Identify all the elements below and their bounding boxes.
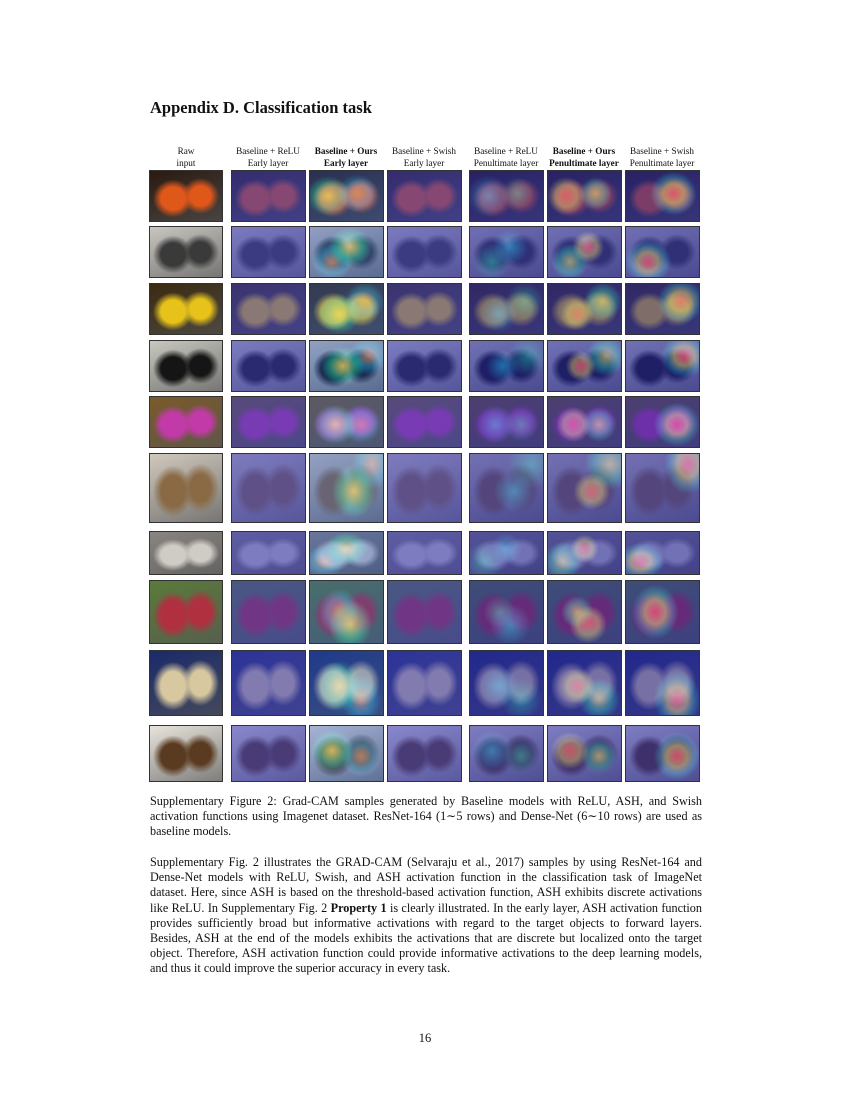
thumbnail-people-col6 [547, 580, 622, 644]
thumbnail-bananas-col6 [547, 283, 622, 335]
thumbnail-bananas-col2 [231, 283, 306, 335]
column-header-line2: input [176, 157, 196, 168]
thumbnail-cloth-col3 [309, 531, 384, 575]
thumbnail-crate-col2 [231, 453, 306, 523]
thumbnail-person-desk-col2 [231, 650, 306, 716]
thumbnail-bear-col5 [469, 340, 544, 392]
column-header-line1: Baseline + ReLU [236, 146, 300, 156]
thumbnail-bananas-col4 [387, 283, 462, 335]
thumbnail-bananas-col7 [625, 283, 700, 335]
column-header-6 [544, 146, 624, 169]
body-text-bold: Property 1 [330, 900, 387, 915]
page-number: 16 [418, 1031, 432, 1045]
thumbnail-flowers-col2 [231, 396, 306, 448]
thumbnail-crate-col6 [547, 453, 622, 523]
thumbnail-bear-col3 [309, 340, 384, 392]
thumbnail-pumpkins-col2 [231, 170, 306, 222]
thumbnail-pumpkins-col5 [469, 170, 544, 222]
column-header-line2: Early layer [403, 157, 445, 168]
thumbnail-shelf-col7 [625, 226, 700, 278]
thumbnail-shelf-col4 [387, 226, 462, 278]
body-paragraph [150, 855, 702, 977]
thumbnail-people-col5 [469, 580, 544, 644]
thumbnail-bear-col4 [387, 340, 462, 392]
thumbnail-person-desk-col1 [149, 650, 223, 716]
thumbnail-crate-col3 [309, 453, 384, 523]
thumbnail-bananas-col5 [469, 283, 544, 335]
thumbnail-flowers-col3 [309, 396, 384, 448]
thumbnail-bear-col1 [149, 340, 223, 392]
thumbnail-person-desk-col7 [625, 650, 700, 716]
thumbnail-crate-col7 [625, 453, 700, 523]
column-header-3 [306, 146, 386, 169]
column-header-line2: Early layer [247, 157, 289, 168]
thumbnail-cloth-col6 [547, 531, 622, 575]
column-header-5 [466, 146, 546, 169]
column-header-line1: Raw [177, 146, 195, 156]
thumbnail-cloth-col7 [625, 531, 700, 575]
thumbnail-roots-col6 [547, 725, 622, 782]
thumbnail-crate-col1 [149, 453, 223, 523]
thumbnail-crate-col4 [387, 453, 462, 523]
column-header-2 [228, 146, 308, 169]
thumbnail-people-col4 [387, 580, 462, 644]
column-header-line1: Baseline + Swish [392, 146, 456, 156]
body-text-part2: is clearly illustrated. In the early layer, ASH activation function provides sufficiently broad but informative activations with regard to the target objects to forward layers. Besides, ASH at the end of the models exhibits the activations that are discrete but localized onto the target object. Therefore, ASH activation function could provide informative activations to the deep learning models, and thus it could improve the superior accuracy in every task. [150, 900, 702, 976]
column-header-line2: Penultimate layer [629, 157, 695, 168]
thumbnail-shelf-col6 [547, 226, 622, 278]
thumbnail-flowers-col6 [547, 396, 622, 448]
thumbnail-person-desk-col4 [387, 650, 462, 716]
thumbnail-roots-col3 [309, 725, 384, 782]
thumbnail-roots-col1 [149, 725, 223, 782]
thumbnail-roots-col7 [625, 725, 700, 782]
thumbnail-cloth-col4 [387, 531, 462, 575]
thumbnail-people-col7 [625, 580, 700, 644]
thumbnail-roots-col5 [469, 725, 544, 782]
body-text-part1: Supplementary Fig. 2 illustrates the GRAD-CAM (Selvaraju et al., 2017) samples by using ResNet-164 and Dense-Net models with ReLU, Swish, and ASH activation function in the classification task of ImageNet dataset. Here, since ASH is based on the threshold-based activation function, ASH exhibits discrete activations like ReLU. In Supplementary Fig. 2 [150, 855, 702, 915]
thumbnail-pumpkins-col6 [547, 170, 622, 222]
thumbnail-pumpkins-col3 [309, 170, 384, 222]
thumbnail-person-desk-col3 [309, 650, 384, 716]
thumbnail-flowers-col4 [387, 396, 462, 448]
thumbnail-pumpkins-col4 [387, 170, 462, 222]
thumbnail-flowers-col1 [149, 396, 223, 448]
thumbnail-people-col2 [231, 580, 306, 644]
column-header-7 [622, 146, 702, 169]
column-header-line1: Baseline + Ours [314, 146, 378, 156]
thumbnail-bear-col7 [625, 340, 700, 392]
thumbnail-person-desk-col5 [469, 650, 544, 716]
thumbnail-bananas-col1 [149, 283, 223, 335]
thumbnail-people-col1 [149, 580, 223, 644]
column-header-line1: Baseline + Swish [630, 146, 694, 156]
thumbnail-flowers-col5 [469, 396, 544, 448]
thumbnail-bananas-col3 [309, 283, 384, 335]
thumbnail-shelf-col5 [469, 226, 544, 278]
thumbnail-person-desk-col6 [547, 650, 622, 716]
thumbnail-cloth-col5 [469, 531, 544, 575]
figure-caption: Supplementary Figure 2: Grad-CAM samples generated by Baseline models with ReLU, ASH, and Swish activation functions using Imagenet dataset. ResNet-164 (1∼5 rows) and Dense-Net (6∼10 rows) are used as baseline models. [150, 794, 702, 839]
thumbnail-cloth-col1 [149, 531, 223, 575]
section-heading: Appendix D. Classification task [150, 98, 372, 117]
thumbnail-pumpkins-col7 [625, 170, 700, 222]
thumbnail-cloth-col2 [231, 531, 306, 575]
thumbnail-bear-col6 [547, 340, 622, 392]
column-header-line1: Baseline + ReLU [474, 146, 538, 156]
column-header-line2: Penultimate layer [549, 157, 619, 168]
column-header-line1: Baseline + Ours [552, 146, 616, 156]
thumbnail-shelf-col3 [309, 226, 384, 278]
thumbnail-shelf-col1 [149, 226, 223, 278]
thumbnail-shelf-col2 [231, 226, 306, 278]
column-header-line2: Early layer [323, 157, 369, 168]
thumbnail-people-col3 [309, 580, 384, 644]
thumbnail-bear-col2 [231, 340, 306, 392]
thumbnail-roots-col2 [231, 725, 306, 782]
thumbnail-crate-col5 [469, 453, 544, 523]
column-header-line2: Penultimate layer [473, 157, 539, 168]
column-header-1 [146, 146, 226, 169]
thumbnail-pumpkins-col1 [149, 170, 223, 222]
thumbnail-roots-col4 [387, 725, 462, 782]
thumbnail-flowers-col7 [625, 396, 700, 448]
column-header-4 [384, 146, 464, 169]
